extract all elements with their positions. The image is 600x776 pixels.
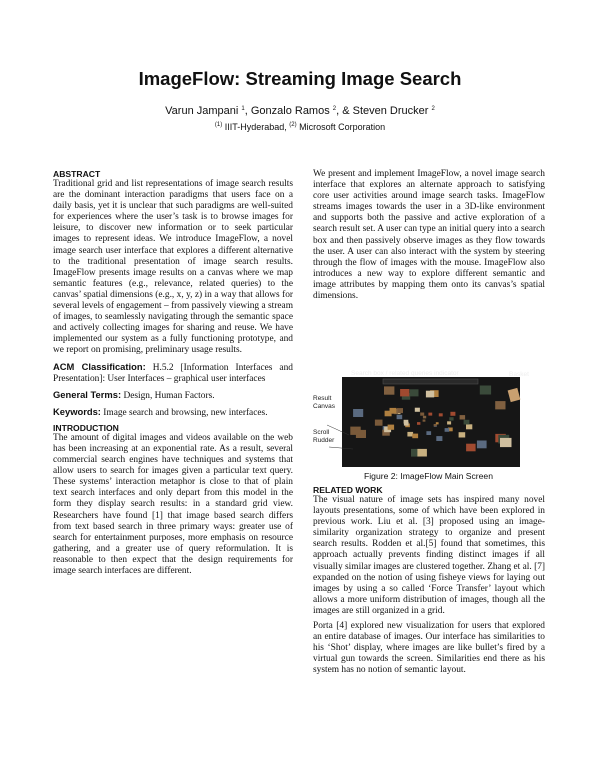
label-scroll-rudder: Scroll Rudder — [313, 429, 335, 444]
author-2: , Gonzalo Ramos — [244, 105, 333, 117]
abstract-text: Traditional grid and list representations of image search results are the dominant interaction paradigms that users face on a daily basis, yet it is unclear that such paradigms are well-suited for experiences where the user’s task is to browse images for leisure, to discover new information or to seek particular images to represent ideas. We introduce ImageFlow, a novel image search user interface that explores a different alternative to the traditional presentation of image search results. ImageFlow presents image results on a canvas where we map semantic features (e.g., relevance, related queries) to the canvas’ spatial dimensions (e.g., x, y, z) in a way that allows for several levels of engagement – from passively viewing a stream of images, to seamlessly navigating through the semantic space and actively collecting images for sharing and reuse. We have implemented our system as a fully functioning prototype, and we report on promising, preliminary usage results. — [53, 179, 293, 356]
thumbnail — [384, 386, 394, 394]
author-3: , & Steven Drucker — [336, 105, 432, 117]
thumbnail — [388, 425, 395, 430]
affil-2-mark: (2) — [289, 122, 297, 128]
right-column-related — [313, 485, 545, 681]
thumbnail — [375, 420, 383, 426]
introduction-heading: INTRODUCTION — [53, 422, 119, 433]
thumbnail — [495, 401, 505, 409]
general-terms-text: Design, Human Factors. — [121, 390, 215, 401]
thumbnail — [466, 424, 472, 429]
author-1-affil: 1 — [241, 106, 245, 112]
thumbnail — [412, 434, 418, 439]
thumbnail — [500, 438, 512, 447]
label-basket: Basket — [509, 371, 529, 378]
left-column — [53, 169, 293, 581]
thumbnail — [436, 436, 442, 441]
keywords — [53, 406, 293, 419]
thumbnail — [459, 432, 466, 437]
author-2-affil: 2 — [332, 106, 337, 112]
related-work-p1: The visual nature of image sets has inspired many novel layouts presentations, some of which have been explored in previous work. Liu et al. [3] proposed using an image-similarity organization strategy to organize and present search results. Rodden et al.[5] found that sometimes, this approach actually prevents finding distinct images if all visually similar images are clustered together. Zhang et al. [7] expanded on the notion of using fisheye views for laying out images by using a so called ‘Force Transfer’ layout which allows a more uniform distribution of images, though all the images are still organized in a grid. — [313, 495, 545, 616]
introduction-text: The amount of digital images and videos available on the web has been increasing at an exponential rate. As a result, several commercial search engines have techniques and systems that allow users to search for images given a particular text query. These systems’ interaction metaphor is close to that of plain text search interfaces and only depart from this model in the form they display search results: in a standard grid view. Researchers have found [1] that image based search differs from text based search in three primary ways: greater use of search for entertainment purposes, more emphasis on resource gathering, and a greater use of query reformulation. It is reasonable to then expect that the design requirements for image search interfaces are different. — [53, 432, 293, 576]
keywords-label: Keywords: — [53, 405, 101, 417]
affil-1: IIIT-Hyderabad, — [222, 122, 290, 132]
thumbnail — [439, 413, 443, 416]
author-1: Varun Jampani — [165, 105, 242, 117]
figure-2 — [313, 367, 549, 467]
thumbnail — [417, 422, 420, 425]
thumbnail — [353, 409, 363, 417]
thumbnail — [428, 413, 432, 416]
thumbnail — [423, 416, 426, 419]
acm-text: H.5.2 [Information Interfaces and Presentation]: User Interfaces – graphical user interfaces — [53, 362, 293, 384]
paper-title: ImageFlow: Streaming Image Search — [138, 68, 462, 89]
thumbnail — [450, 412, 455, 416]
general-terms — [53, 389, 293, 402]
thumbnail — [390, 408, 397, 413]
thumbnail — [417, 449, 427, 457]
thumbnail — [426, 431, 431, 435]
abstract-heading: ABSTRACT — [53, 169, 101, 179]
right-intro-text: We present and implement ImageFlow, a novel image search interface that explores an alternate approach to satisfying core user activities around image search tasks. ImageFlow streams images towards the user in a 3D-like environment and supports both the passive and active exploration of a search result set. A user can type an initial query into a search box and then passively observe images as they flow towards the user. A user can also interact with the system by steering through the flow of images with the mouse. ImageFlow also introduces a new way to explore different semantic and image attributes by mapping them onto its canvas’s spatial dimensions. — [313, 169, 545, 302]
keywords-text: Image search and browsing, new interfaces. — [100, 407, 268, 418]
acm-classification — [53, 361, 293, 385]
author-3-affil: 2 — [431, 106, 435, 112]
thumbnail — [404, 422, 409, 426]
right-column-intro — [313, 169, 545, 306]
imageflow-screenshot — [313, 367, 549, 467]
thumbnail — [407, 432, 413, 437]
affil-1-mark: (1) — [214, 122, 223, 128]
label-search-box: Search box / related queries indicator — [351, 370, 459, 377]
affil-2: Microsoft Corporation — [296, 122, 386, 132]
thumbnail — [426, 391, 434, 398]
thumbnail — [445, 428, 450, 432]
author-line — [0, 105, 600, 117]
figure-caption: Figure 2: ImageFlow Main Screen — [364, 471, 493, 481]
affiliation-line — [0, 122, 600, 132]
thumbnail — [350, 427, 360, 435]
thumbnail — [397, 415, 403, 419]
thumbnail — [415, 408, 420, 412]
thumbnail — [423, 420, 426, 422]
thumbnail — [464, 420, 470, 425]
thumbnail — [410, 389, 419, 396]
thumbnail — [460, 415, 466, 419]
general-terms-label: General Terms: — [53, 388, 122, 400]
thumbnail — [449, 417, 453, 420]
related-work-p2: Porta [4] explored new visualization for users that explored an entire database of images. Our interface has similarities to his ‘Shot’ display, where images are like bullet’s fired by a virtual gun towards the screen. Similarities end there as his system has no notion of semantic layout. — [313, 621, 545, 676]
thumbnail — [477, 441, 487, 449]
thumbnail — [400, 389, 409, 396]
related-work-heading: RELATED WORK — [313, 485, 383, 495]
thumbnail — [466, 444, 476, 452]
thumbnail — [447, 421, 451, 424]
search-box — [383, 379, 478, 384]
thumbnail — [420, 413, 424, 416]
thumbnail — [436, 422, 439, 424]
label-result-canvas: Result Canvas — [313, 395, 336, 410]
acm-label: ACM Classification: — [53, 360, 146, 372]
thumbnail — [480, 386, 491, 395]
